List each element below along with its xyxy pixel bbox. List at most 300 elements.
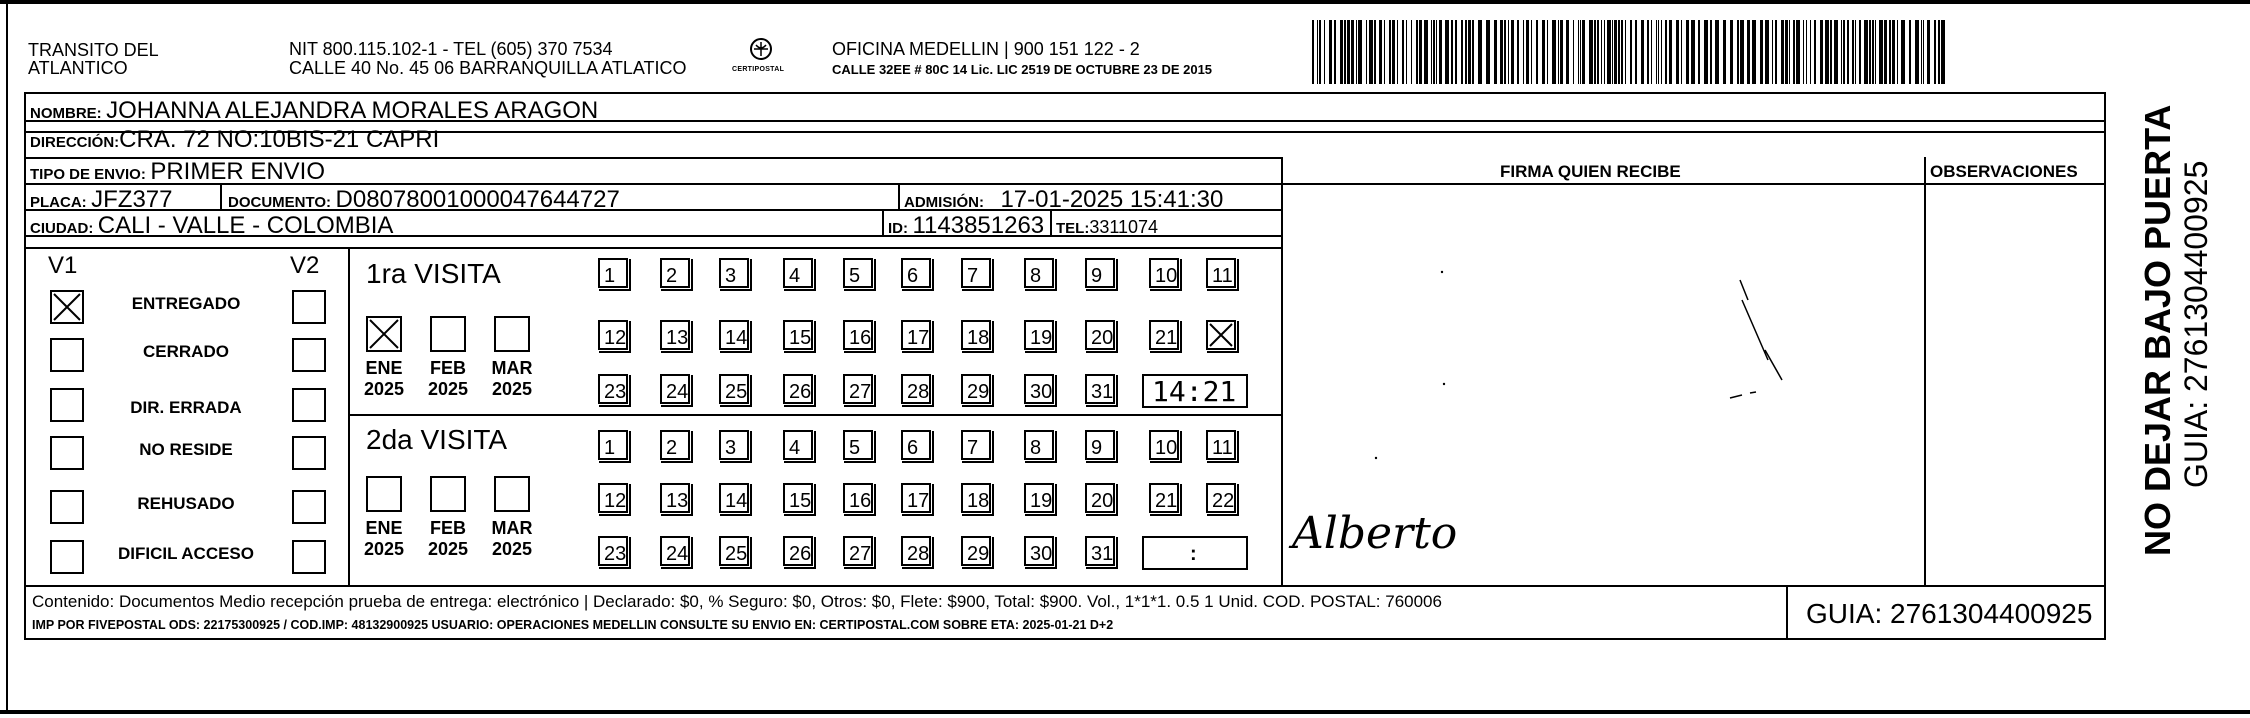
ship-type-label: TIPO DE ENVIO: PRIMER ENVIO: [30, 158, 326, 185]
certipostal-logo: [730, 38, 792, 78]
day-box: [843, 258, 873, 288]
v1-status-checkbox: [50, 338, 84, 372]
company-name-line1: TRANSITO DEL: [28, 40, 159, 60]
day-number: 31: [1091, 381, 1114, 403]
day-number: 1: [604, 265, 616, 287]
day-number: 13: [666, 327, 689, 349]
day-box: [1024, 258, 1054, 288]
document-label: DOCUMENTO: D08078001000047644727: [228, 186, 620, 213]
barcode-bar: [1897, 20, 1898, 84]
day-number: 11: [1212, 437, 1233, 459]
v2-status-checkbox: [292, 388, 326, 422]
city-value: CALI - VALLE - COLOMBIA: [97, 212, 394, 239]
day-box: [961, 374, 991, 404]
barcode-bar: [1625, 20, 1626, 84]
barcode-bar: [1406, 20, 1407, 84]
day-box: [598, 320, 628, 350]
nit-line: NIT 800.115.102-1 - TEL (605) 370 7534: [289, 39, 613, 59]
plate-value: JFZ377: [91, 186, 173, 213]
day-box: [843, 536, 873, 566]
office-line: OFICINA MEDELLIN | 900 151 122 - 2: [832, 39, 1140, 59]
barcode-bar: [1715, 20, 1719, 84]
bottom-edge-rule: [0, 710, 2250, 714]
barcode-bar: [1869, 20, 1871, 84]
day-box: [843, 374, 873, 404]
day-box: [1085, 258, 1115, 288]
month-label: FEB 2025: [427, 358, 469, 399]
day-box: [1206, 483, 1236, 513]
barcode-bar: [1445, 20, 1449, 84]
barcode-bar: [1547, 20, 1548, 84]
barcode-bar: [1772, 20, 1773, 84]
barcode-bar: [1901, 20, 1905, 84]
barcode-bar: [1566, 20, 1569, 84]
day-number: 31: [1091, 543, 1114, 565]
barcode-bar: [1641, 20, 1644, 84]
barcode-bar: [1810, 20, 1811, 84]
barcode-bar: [1340, 20, 1343, 84]
day-number: 2: [666, 437, 678, 459]
first-visit-title: 1ra VISITA: [366, 258, 501, 289]
day-box: [1085, 320, 1115, 350]
time-value: 14:21: [1152, 375, 1237, 408]
day-box: [719, 374, 749, 404]
barcode-bar: [1324, 20, 1325, 84]
day-number: 23: [604, 381, 627, 403]
barcode-bar: [1560, 20, 1563, 84]
day-box: [1149, 320, 1179, 350]
v1-label: V1: [48, 252, 78, 279]
barcode-bar: [1923, 20, 1924, 84]
day-number: 6: [907, 437, 919, 459]
barcode-bar: [1511, 20, 1514, 84]
day-number: 13: [666, 490, 689, 512]
barcode-bar: [1852, 20, 1854, 84]
footer-print-line: IMP POR FIVEPOSTAL ODS: 22175300925 / COD.IMP: 48132900925 USUARIO: OPERACIONES MEDELLIN CONSULTE SU ENVIO EN: CERTIPOSTAL.COM SOBRE ETA: 2025-01-21 D+2: [32, 618, 1114, 632]
day-number: 26: [789, 381, 812, 403]
barcode-bar: [1594, 20, 1596, 84]
barcode-bar: [1578, 20, 1579, 84]
day-box: [783, 483, 813, 513]
barcode-bar: [1614, 20, 1617, 84]
day-number: 11: [1212, 265, 1233, 287]
day-box: [843, 320, 873, 350]
barcode-bar: [1312, 20, 1314, 84]
signature-text: Alberto: [1292, 508, 1458, 559]
day-number: 8: [1030, 265, 1042, 287]
barcode-bar: [1334, 20, 1336, 84]
row-rule-7: [24, 247, 1283, 249]
tel-value: 3311074: [1089, 217, 1159, 237]
barcode-bar: [1915, 20, 1919, 84]
v1-status-checkbox: [50, 490, 84, 524]
barcode-bar: [1927, 20, 1930, 84]
day-number: 27: [849, 381, 872, 403]
day-box: [783, 258, 813, 288]
day-number: 17: [907, 327, 930, 349]
main-form-frame: [24, 92, 2106, 640]
day-number: 24: [666, 543, 689, 565]
barcode-bar: [1752, 20, 1756, 84]
barcode-bar: [1661, 20, 1662, 84]
day-box: [901, 430, 931, 460]
barcode-bar: [1704, 20, 1708, 84]
tel-label: TEL:3311074: [1056, 217, 1159, 237]
month-label: MAR 2025: [491, 358, 533, 399]
day-number: 5: [849, 265, 861, 287]
day-number: 14: [725, 327, 748, 349]
day-box: [660, 374, 690, 404]
day-number: 28: [907, 543, 930, 565]
day-number: 4: [789, 265, 801, 287]
day-number: 18: [967, 490, 990, 512]
barcode-bar: [1356, 20, 1357, 84]
month-label: ENE 2025: [363, 518, 405, 559]
day-number: 4: [789, 437, 801, 459]
day-box: [660, 483, 690, 513]
barcode-bar: [1635, 20, 1637, 84]
barcode-bar: [1730, 20, 1733, 84]
time-box: [1142, 536, 1248, 570]
barcode-bar: [1500, 20, 1503, 84]
recipient-name: JOHANNA ALEJANDRA MORALES ARAGON: [106, 97, 599, 124]
day-box: [660, 320, 690, 350]
day-number: 20: [1091, 327, 1114, 349]
day-box: [1024, 430, 1054, 460]
address-line: CALLE 40 No. 45 06 BARRANQUILLA ATLATICO: [289, 58, 687, 78]
status-label: ENTREGADO: [131, 294, 241, 313]
day-number: 15: [789, 327, 812, 349]
signature-column-left-rule: [1281, 157, 1283, 585]
day-number: 14: [725, 490, 748, 512]
barcode-bar: [1436, 20, 1437, 84]
month-checkbox: [366, 316, 402, 352]
day-number: 29: [967, 543, 990, 565]
x-check-mark-icon: [1208, 322, 1234, 348]
day-box: [719, 320, 749, 350]
day-box: [719, 430, 749, 460]
city-label: CIUDAD: CALI - VALLE - COLOMBIA: [30, 212, 394, 239]
barcode-bar: [1847, 20, 1849, 84]
barcode-bar: [1656, 20, 1657, 84]
barcode-bar: [1618, 20, 1620, 84]
day-box: [660, 258, 690, 288]
barcode-bar: [1710, 20, 1712, 84]
barcode-bar: [1601, 20, 1602, 84]
barcode-bar: [1517, 20, 1519, 84]
day-number: 8: [1030, 437, 1042, 459]
day-box: [1206, 320, 1236, 350]
barcode-bar: [1892, 20, 1895, 84]
v2-status-checkbox: [292, 540, 326, 574]
barcode-bar: [1765, 20, 1769, 84]
document-value: D08078001000047644727: [335, 186, 620, 213]
barcode-bar: [1621, 20, 1623, 84]
day-number: 7: [967, 265, 979, 287]
month-checkbox: [430, 316, 466, 352]
barcode-bar: [1379, 20, 1382, 84]
barcode-bar: [1344, 20, 1346, 84]
x-check-mark-icon: [52, 292, 82, 322]
v1-status-checkbox: [50, 388, 84, 422]
status-label: DIFICIL ACCESO: [117, 544, 254, 563]
footer-top-rule: [24, 585, 2106, 587]
barcode-bar: [1582, 20, 1585, 84]
barcode-bar: [1317, 20, 1318, 84]
barcode-bar: [1416, 20, 1418, 84]
barcode-bar: [1723, 20, 1726, 84]
barcode-bar: [1909, 20, 1911, 84]
day-number: 2: [666, 265, 678, 287]
day-number: 5: [849, 437, 861, 459]
barcode-bar: [1669, 20, 1672, 84]
day-number: 18: [967, 327, 990, 349]
day-number: 10: [1155, 437, 1178, 459]
day-box: [961, 320, 991, 350]
day-number: 21: [1155, 490, 1178, 512]
barcode-bar: [1934, 20, 1936, 84]
logo-text: CERTIPOSTAL: [732, 66, 785, 73]
recipient-address: CRA. 72 NO:10BIS-21 CAPRI: [119, 126, 440, 153]
barcode-bar: [1889, 20, 1891, 84]
barcode-bar: [1431, 20, 1432, 84]
barcode-bar: [1820, 20, 1823, 84]
barcode-bar: [1558, 20, 1559, 84]
day-box: [961, 430, 991, 460]
id-divider: [882, 209, 884, 235]
barcode-bar: [1358, 20, 1362, 84]
barcode-bar: [1843, 20, 1845, 84]
day-number: 10: [1155, 265, 1178, 287]
barcode-bar: [1397, 20, 1398, 84]
barcode-bar: [1872, 20, 1874, 84]
barcode-bar: [1665, 20, 1667, 84]
day-number: 19: [1030, 490, 1053, 512]
day-box: [843, 430, 873, 460]
company-name-line2: ATLANTICO: [28, 58, 128, 78]
second-visit-title: 2da VISITA: [366, 424, 508, 455]
barcode-bar: [1921, 20, 1922, 84]
month-checkbox: [430, 476, 466, 512]
barcode-bar: [1681, 20, 1682, 84]
day-box: [1206, 430, 1236, 460]
day-box: [961, 483, 991, 513]
barcode-bar: [1698, 20, 1700, 84]
barcode-bar: [1542, 20, 1545, 84]
footer-guia-divider: [1786, 585, 1788, 640]
admission-divider: [898, 183, 900, 209]
barcode-bar: [1351, 20, 1354, 84]
admission-value: 17-01-2025 15:41:30: [1000, 186, 1224, 213]
barcode-bar: [1504, 20, 1506, 84]
barcode-bar: [1597, 20, 1599, 84]
observations-column-left-rule: [1924, 157, 1926, 585]
day-number: 30: [1030, 543, 1053, 565]
barcode-bar: [1526, 20, 1529, 84]
day-box: [901, 483, 931, 513]
status-label: CERRADO: [143, 342, 229, 361]
day-number: 6: [907, 265, 919, 287]
barcode-bar: [1785, 20, 1788, 84]
day-number: 3: [725, 265, 737, 287]
barcode-bar: [1384, 20, 1385, 84]
day-box: [901, 258, 931, 288]
status-label: NO RESIDE: [139, 440, 233, 459]
barcode-bar: [1814, 20, 1816, 84]
day-box: [598, 374, 628, 404]
barcode-bar: [1781, 20, 1784, 84]
barcode-bar: [1580, 20, 1581, 84]
v1-status-checkbox: [50, 290, 84, 324]
barcode-bar: [1461, 20, 1463, 84]
v2-status-checkbox: [292, 290, 326, 324]
barcode-bar: [1347, 20, 1350, 84]
day-box: [783, 536, 813, 566]
day-number: 25: [725, 543, 748, 565]
barcode-bar: [1451, 20, 1453, 84]
day-number: 12: [604, 327, 627, 349]
day-box: [719, 258, 749, 288]
barcode-bar: [1676, 20, 1679, 84]
admission-label: ADMISIÓN: 17-01-2025 15:41:30: [904, 186, 1224, 213]
day-number: 3: [725, 437, 737, 459]
barcode-bar: [1747, 20, 1750, 84]
day-number: 21: [1155, 327, 1178, 349]
status-label: REHUSADO: [137, 494, 235, 513]
barcode-bar: [1938, 20, 1940, 84]
day-number: 9: [1091, 265, 1103, 287]
status-label: DIR. ERRADA: [130, 398, 242, 417]
day-box: [783, 374, 813, 404]
barcode-bar: [1374, 20, 1376, 84]
barcode-bar: [1879, 20, 1883, 84]
barcode-bar: [1630, 20, 1632, 84]
v2-status-checkbox: [292, 436, 326, 470]
day-box: [1085, 374, 1115, 404]
signature-marks: [1370, 260, 1770, 460]
v2-label: V2: [290, 252, 320, 279]
barcode-bar: [1369, 20, 1373, 84]
month-checkbox: [366, 476, 402, 512]
day-box: [783, 430, 813, 460]
barcode-bar: [1841, 20, 1842, 84]
barcode-bar: [1859, 20, 1861, 84]
barcode-bar: [1834, 20, 1838, 84]
barcode-bar: [1740, 20, 1744, 84]
day-box: [1024, 483, 1054, 513]
day-box: [598, 536, 628, 566]
barcode-bar: [1366, 20, 1367, 84]
x-check-mark-icon: [368, 318, 400, 350]
day-box: [901, 374, 931, 404]
day-number: 16: [849, 490, 872, 512]
side-notice: NO DEJAR BAJO PUERTA: [2137, 104, 2178, 556]
v2-status-checkbox: [292, 338, 326, 372]
barcode-bar: [1433, 20, 1435, 84]
day-number: 28: [907, 381, 930, 403]
month-label: ENE 2025: [363, 358, 405, 399]
day-number: 15: [789, 490, 812, 512]
plate-label: PLACA: JFZ377: [30, 186, 173, 213]
barcode-bar: [1803, 20, 1804, 84]
barcode-bar: [1419, 20, 1422, 84]
day-number: 1: [604, 437, 616, 459]
barcode-bar: [1647, 20, 1649, 84]
day-box: [1085, 483, 1115, 513]
barcode-bar: [1472, 20, 1474, 84]
day-number: 20: [1091, 490, 1114, 512]
day-box: [901, 320, 931, 350]
visit-section-divider: [348, 414, 1283, 416]
day-number: 12: [604, 490, 627, 512]
footer-content-line: Contenido: Documentos Medio recepción prueba de entrega: electrónico | Declarado: $0, % Seguro: $0, Otros: $0, Flete: $900, Total: $900. Vol., 1*1*1. 0.5 1 Unid. COD. POSTAL: 760006: [32, 592, 1442, 611]
barcode-bar: [1737, 20, 1739, 84]
barcode-bar: [1552, 20, 1556, 84]
day-number: 22: [1212, 490, 1235, 512]
license-line: CALLE 32EE # 80C 14 Lic. LIC 2519 DE OCTUBRE 23 DE 2015: [832, 62, 1213, 77]
barcode-bar: [1855, 20, 1856, 84]
time-box: [1142, 374, 1248, 408]
day-box: [660, 536, 690, 566]
barcode-bar: [1439, 20, 1442, 84]
day-box: [1024, 374, 1054, 404]
barcode-bar: [1411, 20, 1412, 84]
address-label: DIRECCIÓN:CRA. 72 NO:10BIS-21 CAPRI: [30, 126, 440, 153]
ship-type: PRIMER ENVIO: [150, 158, 326, 185]
left-edge-rule: [6, 0, 8, 714]
day-number: 19: [1030, 327, 1053, 349]
v2-status-checkbox: [292, 490, 326, 524]
day-box: [660, 430, 690, 460]
v1-status-checkbox: [50, 436, 84, 470]
barcode-bar: [1796, 20, 1800, 84]
barcode-bar: [1775, 20, 1777, 84]
time-value: :: [1190, 543, 1197, 565]
id-label: ID: 1143851263: [888, 212, 1045, 239]
barcode-bar: [1478, 20, 1482, 84]
day-number: 26: [789, 543, 812, 565]
barcode-bar: [1424, 20, 1428, 84]
barcode-bar: [1651, 20, 1652, 84]
visit-area-divider: [348, 247, 350, 585]
barcode-bar: [1864, 20, 1868, 84]
side-guia: GUIA: 2761304400925: [2178, 160, 2214, 488]
day-number: 24: [666, 381, 689, 403]
day-number: 29: [967, 381, 990, 403]
barcode-bar: [1392, 20, 1395, 84]
month-label: FEB 2025: [427, 518, 469, 559]
barcode-bar: [1760, 20, 1763, 84]
barcode-bar: [1607, 20, 1611, 84]
barcode-bar: [1612, 20, 1613, 84]
day-box: [598, 483, 628, 513]
barcode-bar: [1604, 20, 1605, 84]
barcode-bar: [1825, 20, 1829, 84]
barcode-bar: [1536, 20, 1538, 84]
month-checkbox: [494, 476, 530, 512]
barcode: [1312, 20, 1952, 84]
day-number: 7: [967, 437, 979, 459]
day-box: [843, 483, 873, 513]
day-box: [961, 258, 991, 288]
day-number: 27: [849, 543, 872, 565]
day-box: [598, 258, 628, 288]
barcode-bar: [1789, 20, 1790, 84]
barcode-bar: [1531, 20, 1532, 84]
day-box: [598, 430, 628, 460]
barcode-bar: [1468, 20, 1471, 84]
barcode-bar: [1691, 20, 1695, 84]
